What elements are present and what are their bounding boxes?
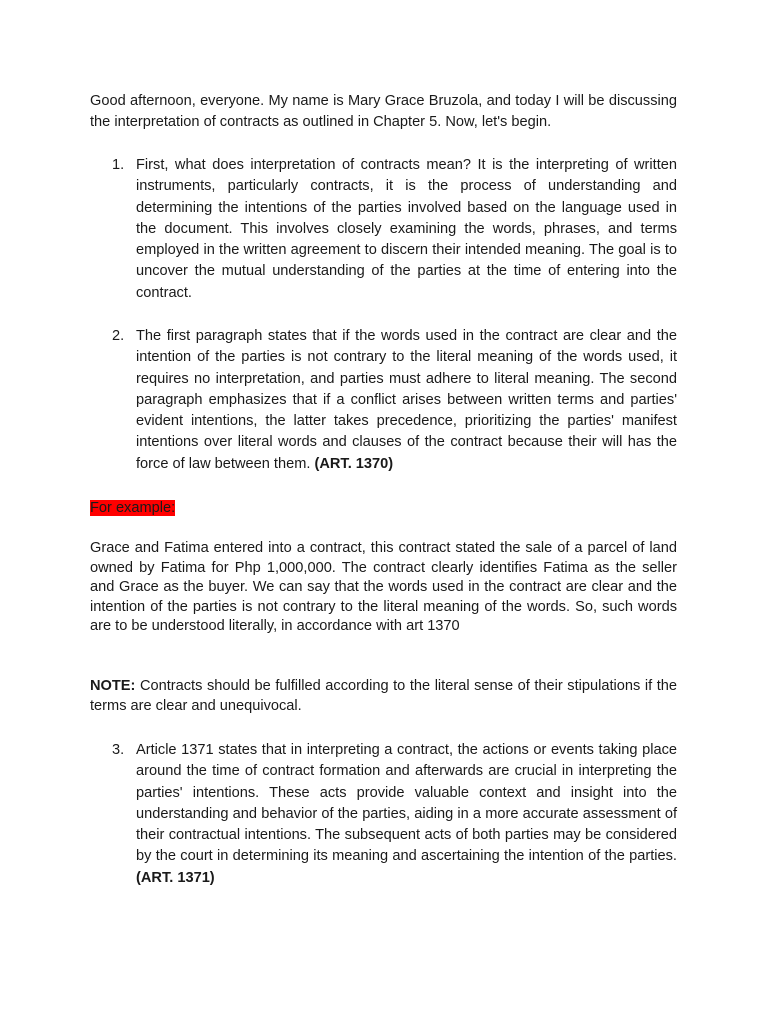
list-item-3 bbox=[90, 740, 677, 889]
list-number: 1. bbox=[112, 157, 125, 173]
list-item-1 bbox=[90, 155, 677, 304]
example-label bbox=[90, 498, 677, 519]
intro-paragraph: Good afternoon, everyone. My name is Mary Grace Bruzola, and today I will be discussing the interpretation of contracts as outlined in Chapter 5. Now, let's begin. bbox=[90, 93, 677, 131]
list-item-text: Article 1371 states that in interpreting a contract, the actions or events taking place around the time of contract formation and afterwards are crucial in interpreting the parties' intentions. These acts provide valuable context and insight into the understanding and behavior of the parties, aiding in a more accurate assessment of their contractual intentions. The subsequent acts of both parties may be considered by the court in determining its meaning and ascertaining the intention of the parties. bbox=[136, 742, 677, 865]
list-item-body bbox=[136, 740, 677, 889]
list-item-2 bbox=[90, 326, 677, 475]
article-citation: (ART. 1371) bbox=[136, 869, 215, 886]
list-item-text: First, what does interpretation of contracts mean? It is the interpreting of written instruments, particularly contracts, it is the process of understanding and determining the intentions of the parties involved based on the language used in the document. This involves closely examining the words, phrases, and terms employed in the written agreement to discern their intended meaning. The goal is to uncover the mutual understanding of the parties at the time of entering into the contract. bbox=[136, 157, 677, 301]
list-number: 2. bbox=[112, 328, 125, 344]
list-number: 3. bbox=[112, 742, 125, 758]
note-paragraph bbox=[90, 677, 677, 716]
article-citation: (ART. 1370) bbox=[314, 455, 394, 472]
list-item-body bbox=[136, 326, 677, 475]
highlighted-label: For example: bbox=[90, 500, 176, 516]
note-text: Contracts should be fulfilled according to the literal sense of their stipulations if the terms are clear and unequivocal. bbox=[90, 678, 677, 714]
list-item-text: The first paragraph states that if the words used in the contract are clear and the intention of the parties is not contrary to the literal meaning of the words used, it requires no interpretation, and parties must adhere to literal meaning. The second paragraph emphasizes that if a conflict arises between written terms and parties' evident intentions, the latter takes precedence, prioritizing the parties' manifest intentions over literal words and clauses of the contract because their will has the force of law between them. bbox=[136, 328, 677, 472]
note-label: NOTE: bbox=[90, 678, 136, 694]
example-paragraph: Grace and Fatima entered into a contract, this contract stated the sale of a parcel of land owned by Fatima for Php 1,000,000. The contract clearly identifies Fatima as the seller and Grace as the buyer. We can say that the words used in the contract are clear and the intention of the parties is not contrary to the literal meaning of the words. So, such words are to be understood literally, in accordance with art 1370 bbox=[90, 540, 677, 635]
